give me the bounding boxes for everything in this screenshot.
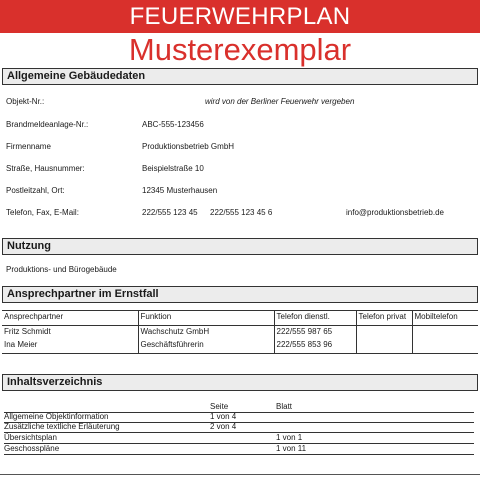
toc-column-page: Seite [210,402,229,411]
table-row [2,339,478,353]
toc-entry-page: 1 von 4 [210,412,237,421]
value-fire-alarm-number: ABC-555-123456 [142,120,204,129]
table-cell [412,325,478,339]
toc-header-row [4,402,474,412]
toc-entry-name: Zusätzliche textliche Erläuterung [4,422,120,431]
document-subtitle: Musterexemplar [128,32,352,67]
label-fire-alarm-number: Brandmeldeanlage-Nr.: [6,120,89,129]
toc-entry-name: Allgemeine Objektinformation [4,412,109,421]
toc-divider [4,454,474,455]
table-cell: Fritz Schmidt [4,326,51,336]
column-header: Mobiltelefon [412,311,478,326]
value-phone: 222/555 123 45 [142,208,198,217]
table-cell: 222/555 853 96 [274,339,356,353]
label-contact-info: Telefon, Fax, E-Mail: [6,208,79,217]
column-header: Telefon privat [356,311,412,326]
label-postal-city: Postleitzahl, Ort: [6,186,65,195]
value-street: Beispielstraße 10 [142,164,204,173]
value-company-name: Produktionsbetrieb GmbH [142,142,235,151]
section-heading-usage: Nutzung [2,238,478,255]
table-row [2,325,478,339]
value-fax: 222/555 123 45 6 [210,208,273,217]
column-header: Ansprechpartner [2,311,138,326]
table-cell [356,339,412,353]
document-title-banner: FEUERWEHRPLAN [0,0,480,33]
label-object-number: Objekt-Nr.: [6,97,45,106]
toc-entry-name: Geschosspläne [4,444,60,453]
label-street: Straße, Hausnummer: [6,164,85,173]
list-item [4,444,474,454]
toc-entry-sheet: 1 von 11 [276,444,307,453]
table-cell: Ina Meier [4,340,38,350]
label-company-name: Firmenname [6,142,51,151]
toc-column-sheet: Blatt [276,402,293,411]
table-cell: Geschäftsführerin [138,339,274,353]
toc-entry-name: Übersichtsplan [4,433,57,442]
table-cell: Wachschutz GmbH [138,325,274,339]
page-bottom-rule [0,474,480,475]
list-item [4,422,474,432]
value-email: info@produktionsbetrieb.de [346,208,444,217]
section-heading-toc: Inhaltsverzeichnis [2,374,478,391]
table-cell [412,339,478,353]
value-object-number: wird von der Berliner Feuerwehr vergeben [205,97,355,106]
list-item [4,433,474,443]
section-heading-contacts: Ansprechpartner im Ernstfall [2,286,478,303]
toc-entry-sheet: 1 von 1 [276,433,303,442]
column-header: Funktion [138,311,274,326]
table-cell [356,325,412,339]
contacts-table [2,310,478,354]
section-heading-building: Allgemeine Gebäudedaten [2,68,478,85]
toc-entry-page: 2 von 4 [210,422,237,431]
list-item [4,412,474,422]
value-usage: Produktions- und Bürogebäude [6,265,117,274]
table-cell: 222/555 987 65 [274,325,356,339]
contacts-header-row [2,311,478,326]
column-header: Telefon dienstl. [274,311,356,326]
value-postal-city: 12345 Musterhausen [142,186,218,195]
